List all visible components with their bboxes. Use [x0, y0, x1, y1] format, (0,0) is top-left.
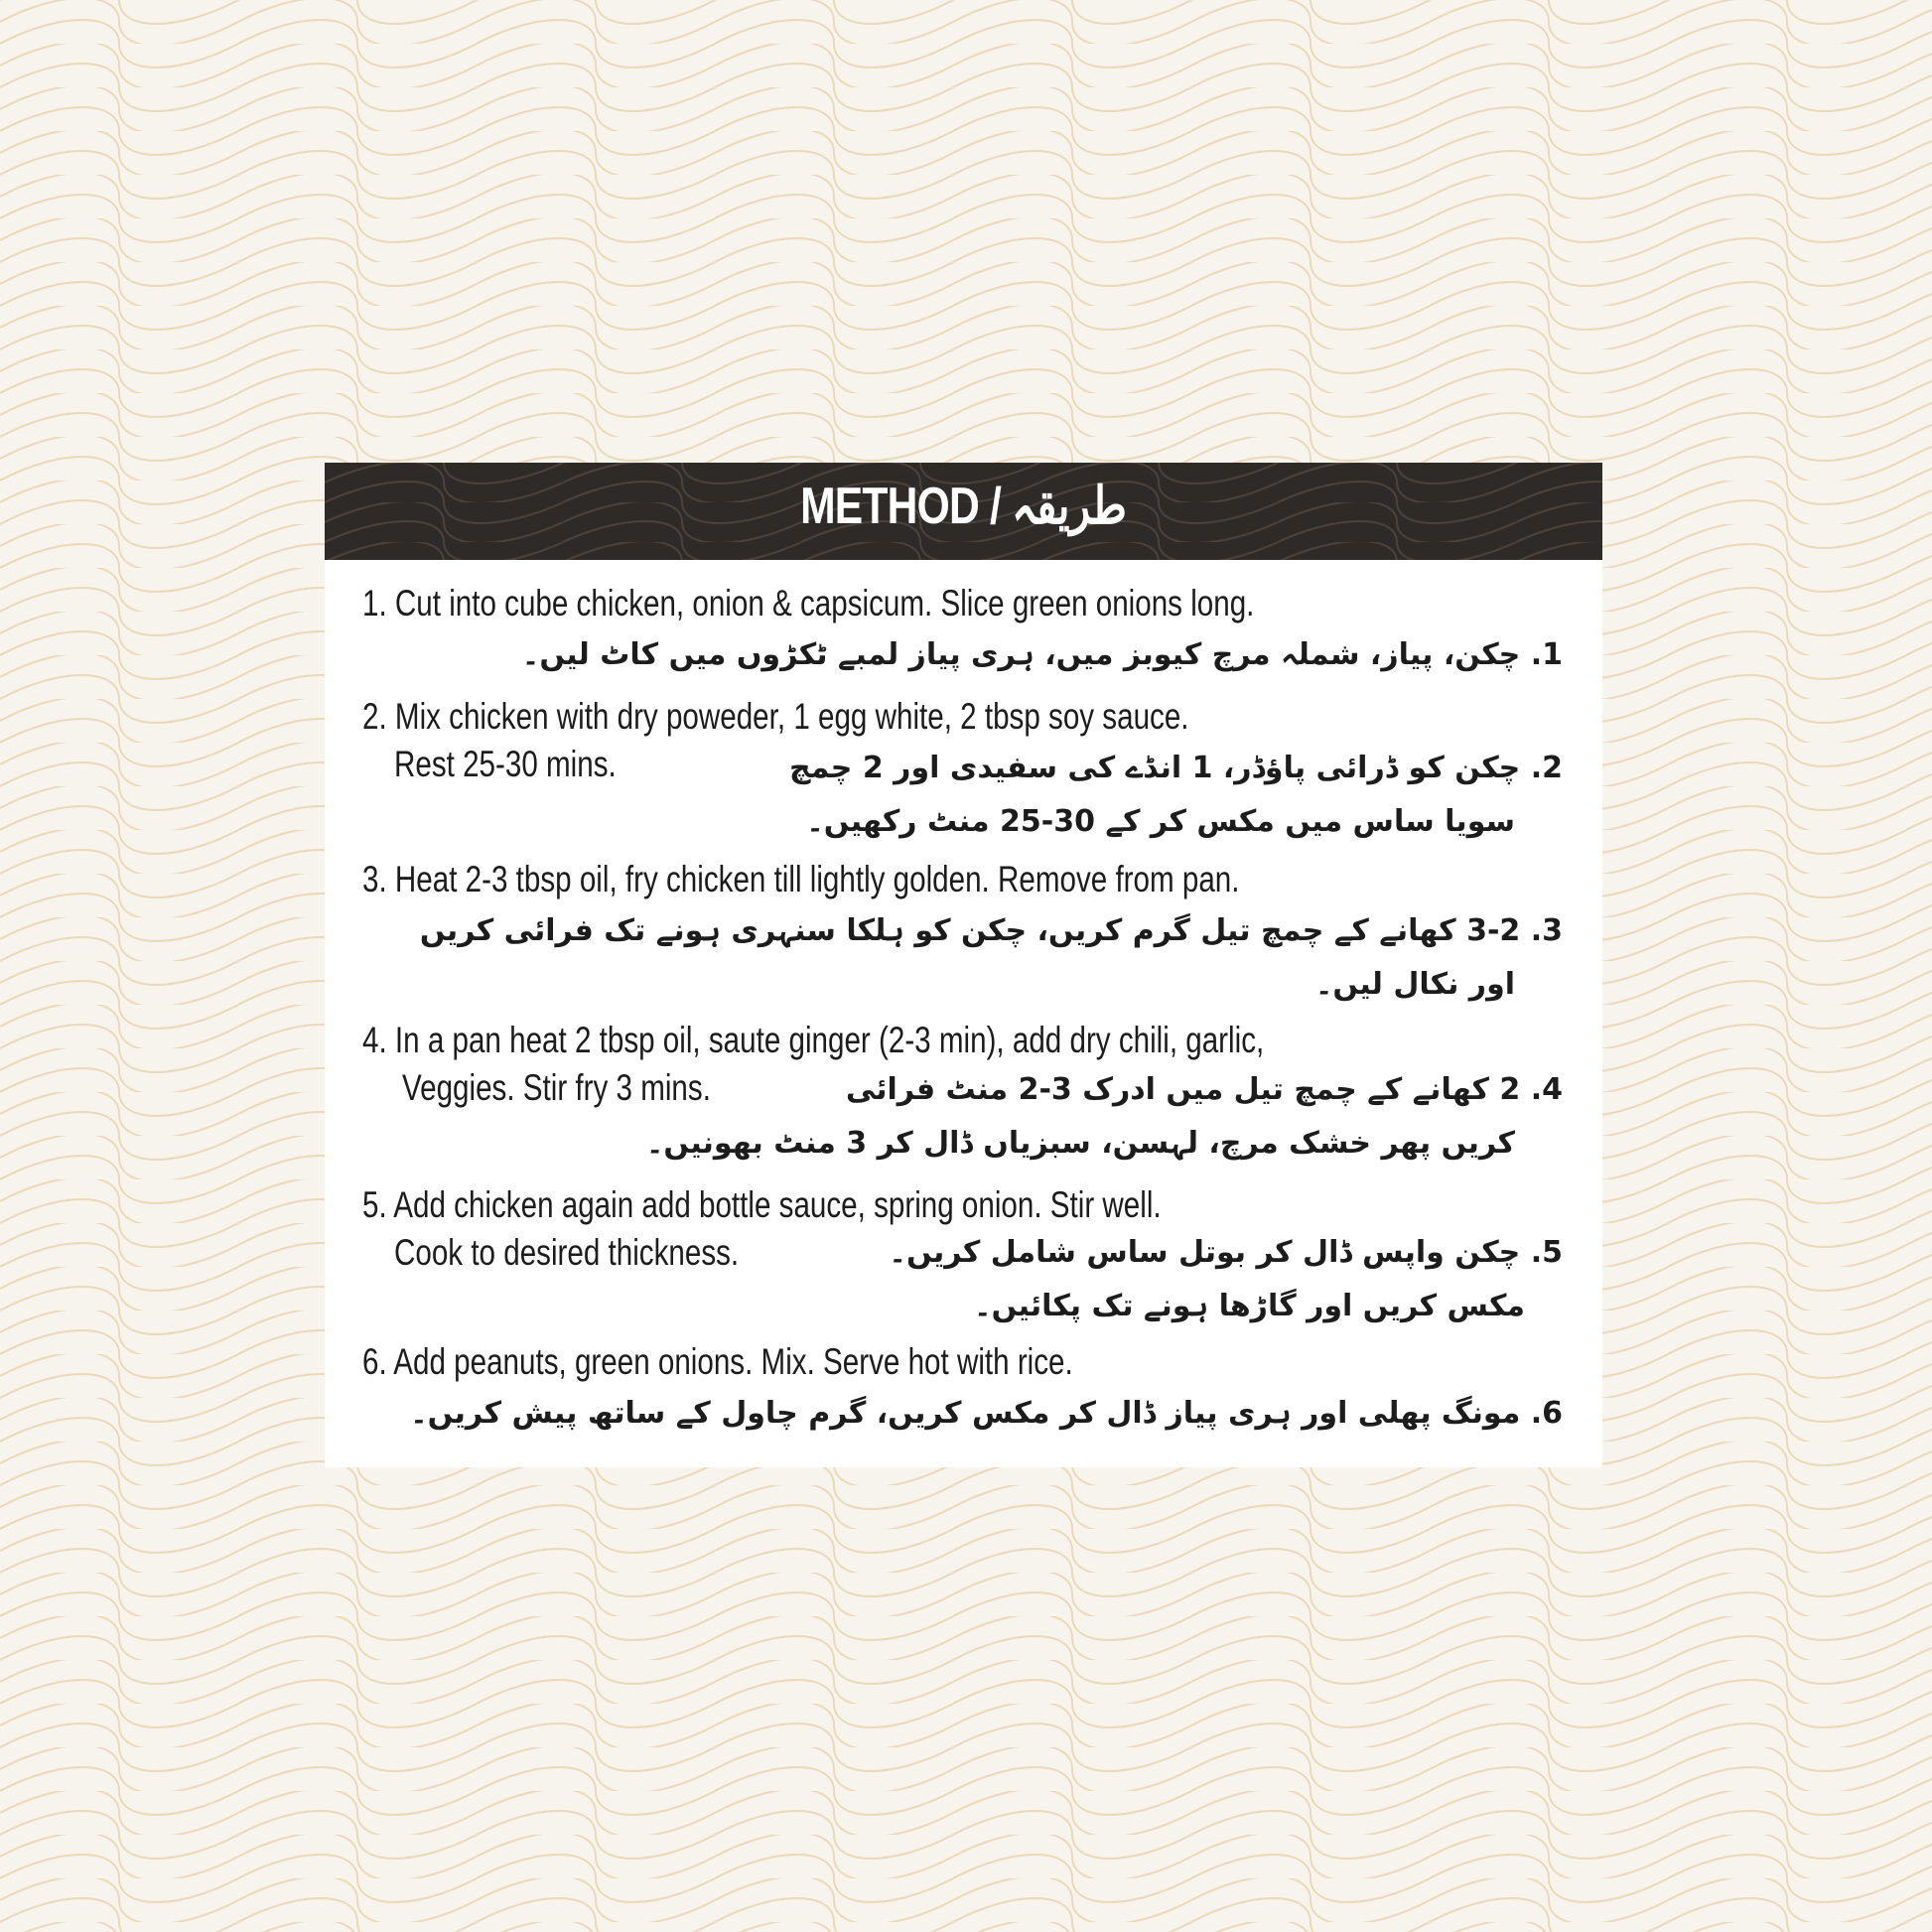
method-steps: [325, 560, 1602, 1467]
method-title: METHOD / طریقہ: [800, 478, 1127, 535]
step-5-english: 5. Add chicken again add bottle sauce, spring onion. Stir well.: [362, 1184, 1162, 1225]
step-3-english: 3. Heat 2-3 tbsp oil, fry chicken till lightly golden. Remove from pan.: [362, 859, 1240, 899]
step-4-urdu: 4. 2 کھانے کے چمچ تیل میں ادرک 3-2 منٹ فرائی: [845, 1072, 1563, 1107]
method-header: [325, 463, 1602, 560]
step-1-english: 1. Cut into cube chicken, onion & capsicum. Slice green onions long.: [362, 583, 1255, 623]
method-card: [325, 463, 1602, 1467]
step-2-urdu-cont: سویا ساس میں مکس کر کے 30-25 منٹ رکھیں۔: [806, 804, 1515, 839]
step-5-urdu-cont: مکس کریں اور گاڑھا ہونے تک پکائیں۔: [974, 1289, 1525, 1323]
step-3-urdu-cont: اور نکال لیں۔: [1314, 967, 1515, 1002]
step-6-urdu: 6. مونگ پھلی اور ہری پیاز ڈال کر مکس کریں، گرم چاول کے ساتھ پیش کریں۔: [410, 1396, 1563, 1431]
step-4-english-cont: Veggies. Stir fry 3 mins.: [402, 1067, 711, 1108]
step-5-english-cont: Cook to desired thickness.: [394, 1232, 740, 1273]
step-1-urdu: 1. چکن، پیاز، شملہ مرچ کیوبز میں، ہری پیاز لمبے ٹکڑوں میں کاٹ لیں۔: [521, 637, 1563, 672]
step-2-english: 2. Mix chicken with dry poweder, 1 egg white, 2 tbsp soy sauce.: [362, 696, 1189, 737]
step-4-english: 4. In a pan heat 2 tbsp oil, saute ginger (2-3 min), add dry chili, garlic,: [362, 1020, 1265, 1060]
step-3-urdu: 3. 3-2 کھانے کے چمچ تیل گرم کریں، چکن کو ہلکا سنہری ہونے تک فرائی کریں: [419, 913, 1563, 948]
step-5-urdu: 5. چکن واپس ڈال کر بوتل ساس شامل کریں۔: [889, 1235, 1563, 1270]
step-4-urdu-cont: کریں پھر خشک مرچ، لہسن، سبزیاں ڈال کر 3 منٹ بھونیں۔: [645, 1126, 1515, 1161]
step-2-english-cont: Rest 25-30 mins.: [394, 744, 617, 784]
step-2-urdu: 2. چکن کو ڈرائی پاؤڈر، 1 انڈے کی سفیدی اور 2 چمچ: [789, 751, 1563, 785]
step-6-english: 6. Add peanuts, green onions. Mix. Serve hot with rice.: [362, 1341, 1073, 1382]
